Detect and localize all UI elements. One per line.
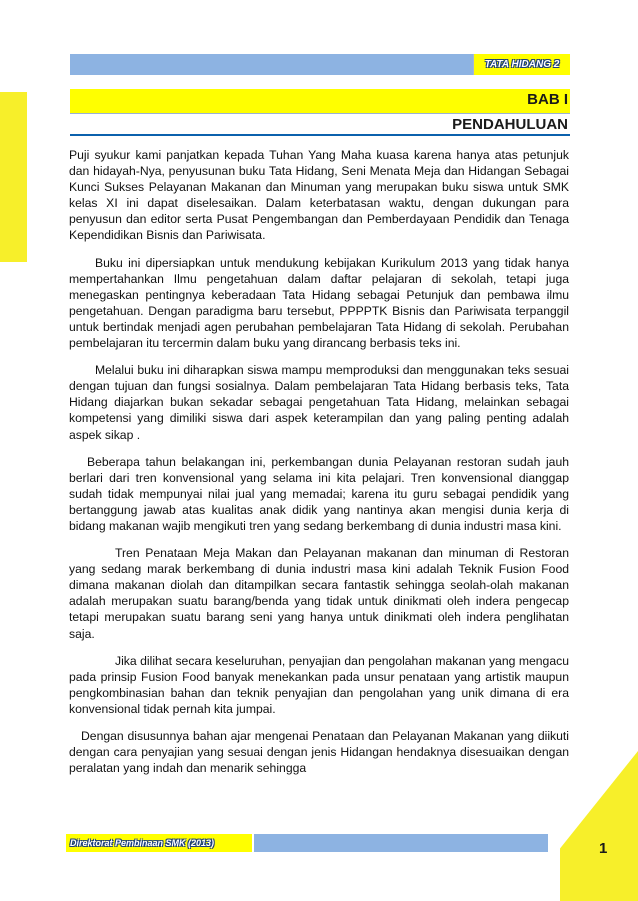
chapter-title-band [70, 114, 570, 134]
paragraph: Buku ini dipersiapkan untuk mendukung kebijakan Kurikulum 2013 yang tidak hanya mempertahankan Ilmu pengetahuan dalam daftar pelajaran di sekolah, tetapi juga menegaskan pentingnya keberadaan Tata Hidang sebagai Petunjuk dan pembawa ilmu pengetahuan. Dengan paradigma baru tersebut, PPPPTK Bisnis dan Pariwisata terpanggil untuk bertindak menjadi agen perubahan pembelajaran Tata Hidang di sekolah. Perubahan pembelajaran itu tercermin dalam buku yang dirancang berbasis teks ini. [69, 255, 569, 351]
chapter-title: PENDAHULUAN [452, 116, 568, 133]
chapter-underline [70, 134, 570, 136]
paragraph: Melalui buku ini diharapkan siswa mampu memproduksi dan menggunakan teks sesuai dengan tujuan dan fungsi sosialnya. Dalam pembelajaran Tata Hidang berbasis teks, Tata Hidang diajarkan bukan sekadar sebagai pengetahuan Tata Hidang, melainkan sebagai kompetensi yang dimiliki siswa dari aspek keterampilan dan yang paling penting adalah aspek sikap . [69, 363, 569, 442]
paragraph: Jika dilihat secara keseluruhan, penyajian dan pengolahan makanan yang mengacu pada prinsip Fusion Food banyak menekankan pada unsur penataan yang artistik maupun pengkombinasian bahan dan teknik penyajian dan pengolahan yang unik dimana di era konvensional tidak pernah kita jumpai. [69, 653, 569, 716]
paragraph: Tren Penataan Meja Makan dan Pelayanan makanan dan minuman di Restoran yang sedang marak berkembang di dunia industri masa kini adalah Teknik Fusion Food dimana makanan diolah dan ditampilkan secara fantastik sehingga seolah-olah makanan adalah merupakan suatu barang/benda yang tidak untuk dinikmati oleh indera pengecap tetapi merupakan suatu barang seni yang hanya untuk dinikmati oleh indera penglihatan saja. [69, 546, 569, 641]
running-header [70, 54, 570, 75]
paragraph: Beberapa tahun belakangan ini, perkembangan dunia Pelayanan restoran sudah jauh berlari dari tren konvensional yang selama ini kita pelajari. Tren konvensional dianggap sudah tidak mempunyai nilai jual yang memadai; karena itu guru sebagai pendidik yang bertanggung jawab atas kualitas anak didik yang nantinya akan mengisi dunia kerja di bidang makanan wajib mengikuti tren yang sedang berkembang di dunia industri masa kini. [69, 454, 569, 533]
paragraph: Dengan disusunnya bahan ajar mengenai Penataan dan Pelayanan Makanan yang diikuti dengan cara penyajian yang sesuai dengan jenis Hidangan hendaknya disesuaikan dengan peralatan yang indah dan menarik sehingga [69, 729, 569, 776]
header-badge: TATA HIDANG 2 [473, 54, 570, 75]
running-footer [66, 834, 548, 852]
body-text [69, 147, 569, 776]
chapter-number-band [70, 89, 570, 113]
left-yellow-tab [0, 92, 27, 262]
footer-badge: Direktorat Pembinaan SMK (2013) [66, 834, 254, 852]
page-number: 1 [599, 840, 608, 857]
paragraph: Puji syukur kami panjatkan kepada Tuhan Yang Maha kuasa karena hanya atas petunjuk dan hidayah-Nya, penyusunan buku Tata Hidang, Seni Menata Meja dan Hidangan Sebagai Kunci Sukses Pelayanan Makanan dan Minuman yang merupakan buku siswa untuk SMK kelas XI ini dapat diselesaikan. Dalam keterbatasan waktu, dengan dukungan para penyusun dan editor serta Pusat Pengembangan dan Pemberdayaan Pendidik dan Tenaga Kependidikan Bisnis dan Pariwisata. [69, 148, 569, 243]
corner-decoration [560, 751, 638, 901]
chapter-number: BAB I [527, 91, 568, 108]
